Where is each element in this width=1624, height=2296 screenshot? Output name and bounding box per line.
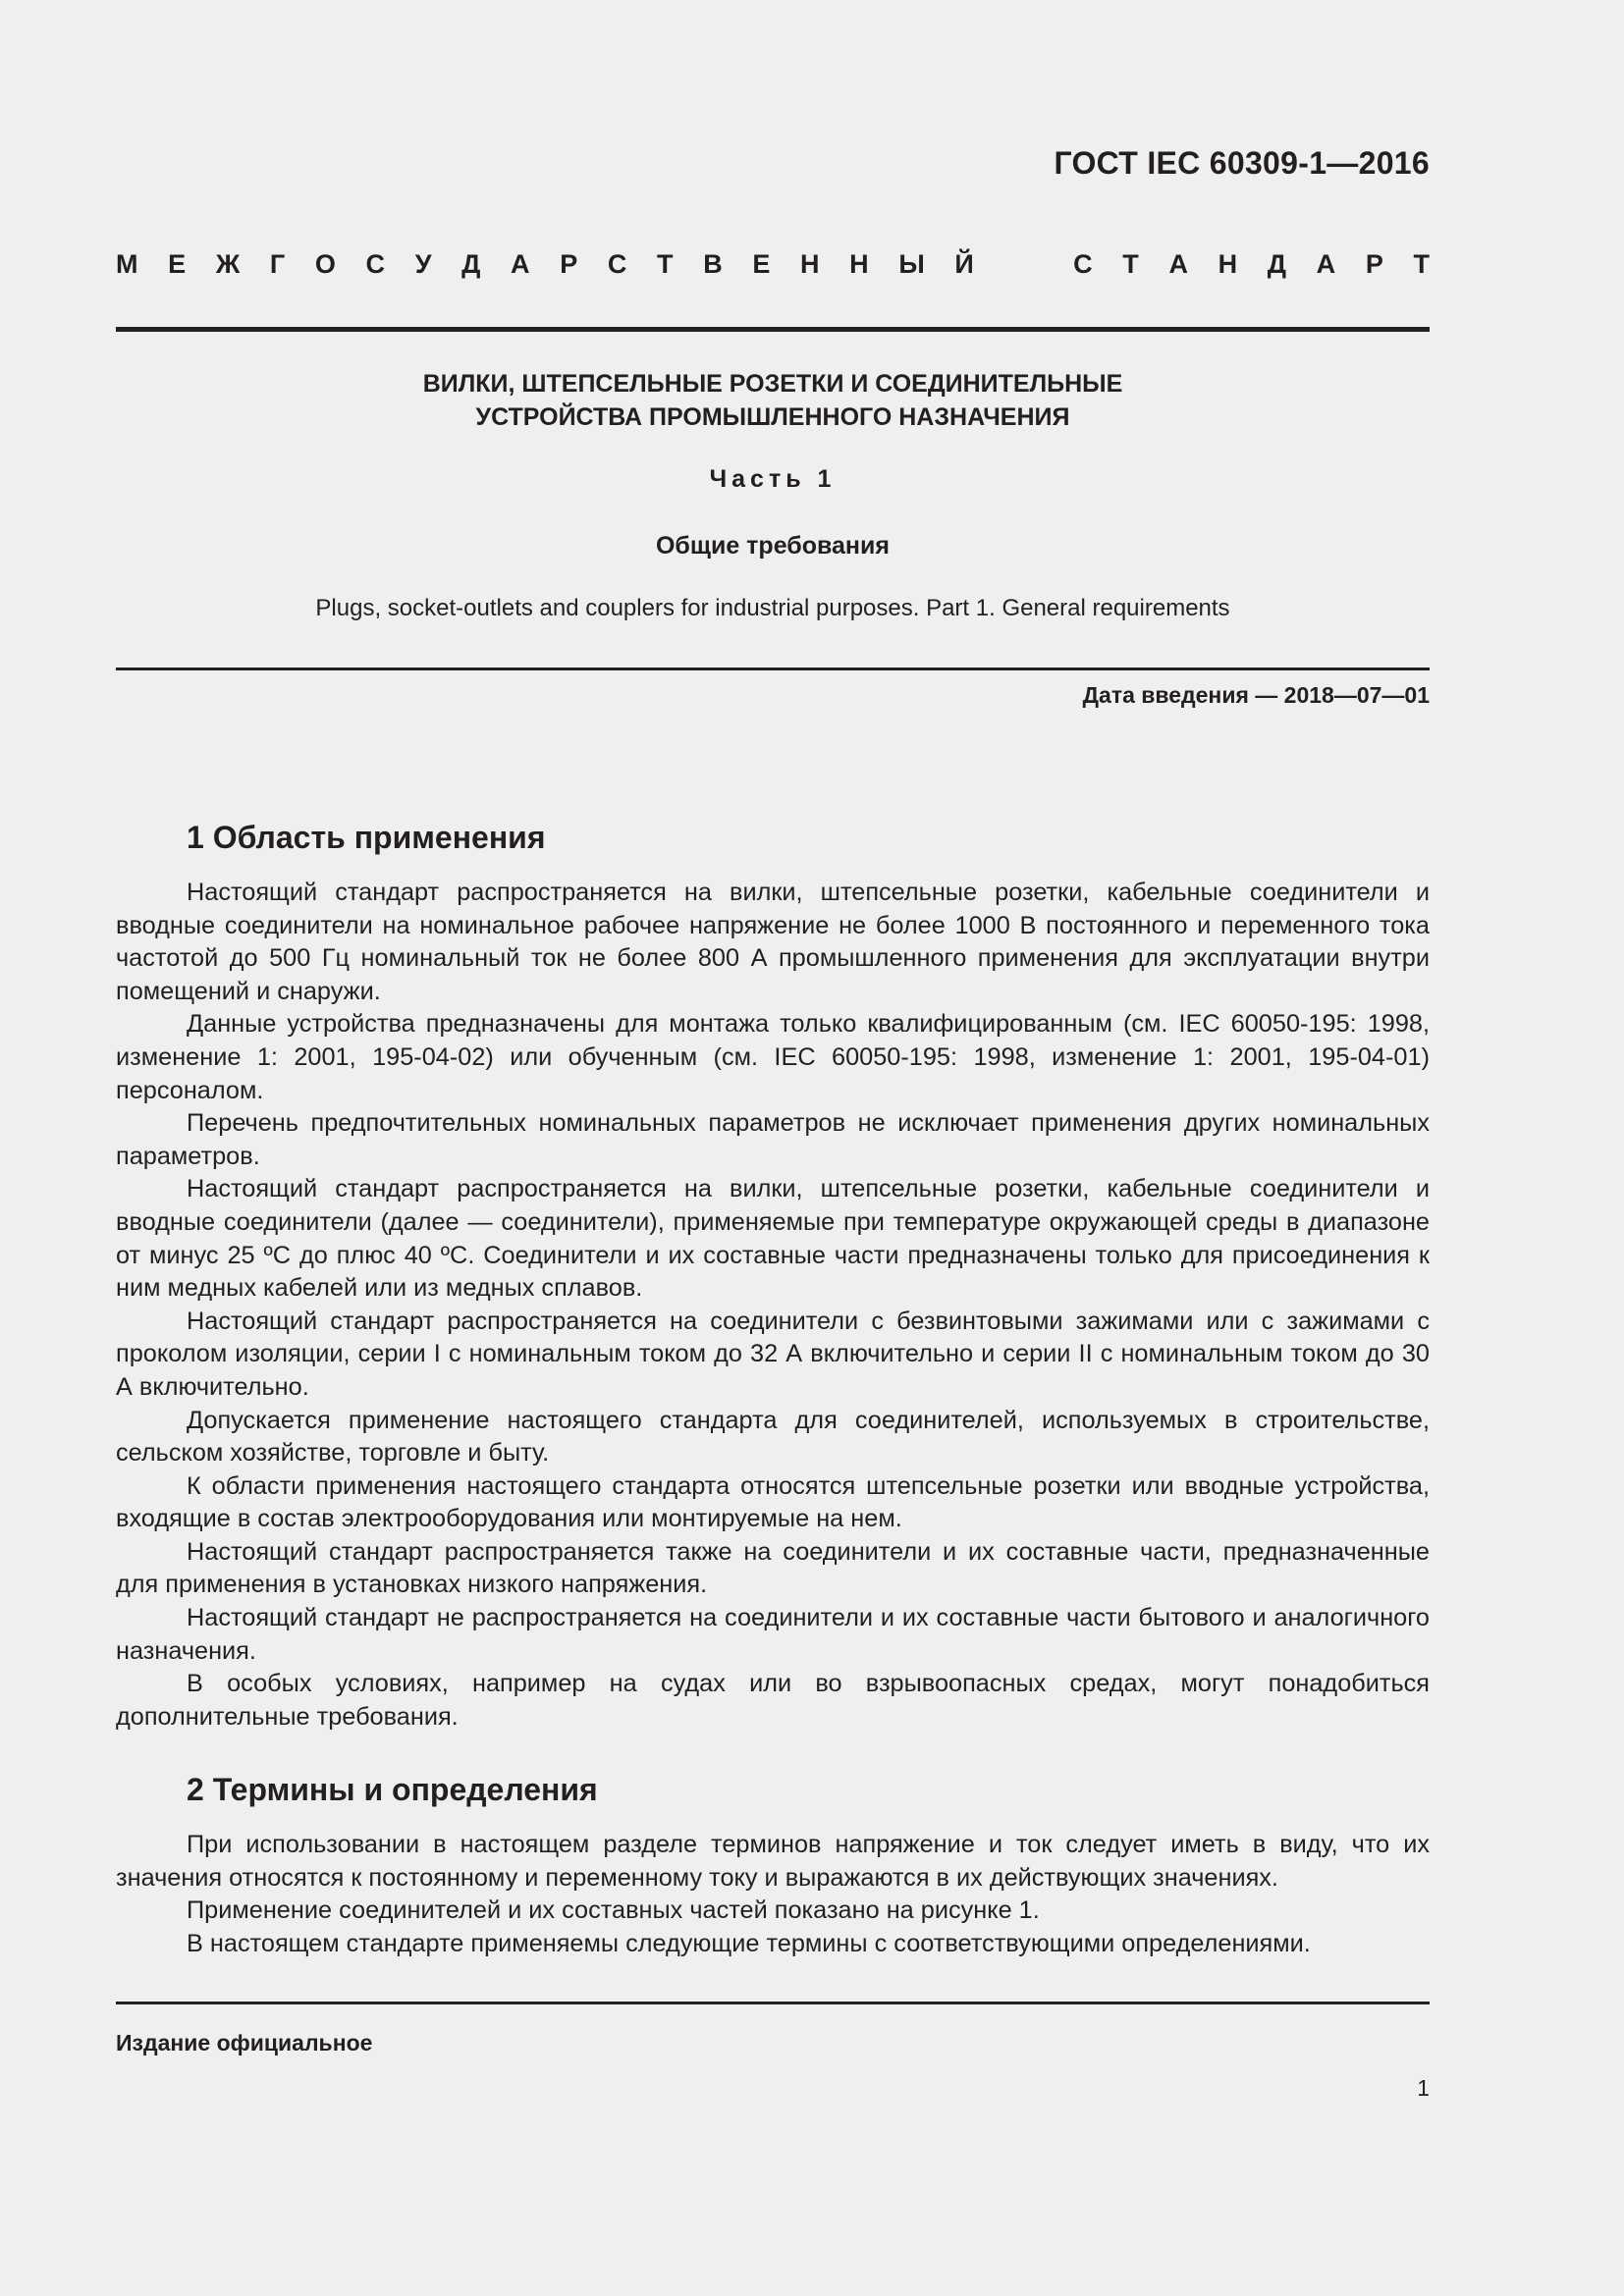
standard-type-letter: У (414, 249, 432, 279)
standard-type-letter: С (607, 249, 627, 279)
top-rule (116, 327, 1430, 332)
document-title (116, 367, 1430, 434)
standard-type-letter: А (1168, 249, 1188, 279)
paragraph: В особых условиях, например на судах или во взрывоопасных средах, могут понадобиться дополнительные требования. (116, 1670, 1430, 1731)
paragraph: Настоящий стандарт не распространяется на соединители и их составные части бытового и аналогичного назначения. (116, 1604, 1430, 1665)
standard-type-letter: Е (752, 249, 771, 279)
english-title: Plugs, socket-outlets and couplers for industrial purposes. Part 1. General requirements (315, 595, 1230, 621)
introduction-date: Дата введения — 2018—07—01 (1082, 682, 1430, 708)
standard-type-letter: С (1073, 249, 1093, 279)
paragraph: При использовании в настоящем разделе терминов напряжение и ток следует иметь в виду, что их значения относятся к постоянному и переменному току и выражаются в их действующих значениях. (116, 1831, 1430, 1892)
official-edition-label: Издание официальное (116, 2030, 373, 2056)
paragraph: В настоящем стандарте применяемы следующие термины с соответствующими определениями. (187, 1929, 1311, 1957)
standard-type-letter: А (1316, 249, 1336, 279)
page-number: 1 (1417, 2075, 1430, 2101)
standard-type-letter: Ж (215, 249, 241, 279)
standard-type-letter: М (116, 249, 138, 279)
paragraph: Настоящий стандарт распространяется на вилки, штепсельные розетки, кабельные соединители и вводные соединители (далее — соединители), применяемые при температуре окружающей среды в диапазоне от минус 25 ºС до плюс 40 ºС. Соединители и их составные части предназначены только для присоединения к ним медных кабелей или из медных сплавов. (116, 1175, 1430, 1303)
standard-type-letter: Д (1267, 249, 1287, 279)
standard-type-letter: Р (560, 249, 578, 279)
paragraph: Применение соединителей и их составных частей показано на рисунке 1. (187, 1896, 1040, 1925)
standard-type-letter: А (511, 249, 530, 279)
standard-type-letter: Н (849, 249, 869, 279)
section-2-heading: 2 Термины и определения (187, 1772, 598, 1807)
standard-type-letter: Й (954, 249, 974, 279)
standard-type-letter: Е (168, 249, 187, 279)
word-gap (1003, 249, 1043, 281)
title-line-2: УСТРОЙСТВА ПРОМЫШЛЕННОГО НАЗНАЧЕНИЯ (475, 403, 1070, 431)
section-1-heading: 1 Область применения (187, 820, 546, 855)
standard-type-letter: Т (1122, 249, 1139, 279)
standard-type-letter: Ы (898, 249, 925, 279)
paragraph: Настоящий стандарт распространяется также на соединители и их составные части, предназначенные для применения в установках низкого напряжения. (116, 1537, 1430, 1599)
standard-type-letter: О (314, 249, 336, 279)
document-code: ГОСТ IEC 60309-1—2016 (1054, 145, 1430, 181)
paragraph: Настоящий стандарт распространяется на вилки, штепсельные розетки, кабельные соединители и вводные соединители на номинальное рабочее напряжение не более 1000 В постоянного и переменного тока частотой до 500 Гц номинальный ток не более 800 А промышленного применения для эксплуатации внутри помещений и снаружи. (116, 879, 1430, 1005)
section-2-body (116, 1829, 1430, 1960)
standard-type-letter: Д (461, 249, 481, 279)
standard-type-letter: Т (1413, 249, 1430, 279)
standard-type-letter: Н (800, 249, 820, 279)
standard-type-letter: Н (1218, 249, 1238, 279)
part-label: Часть 1 (709, 465, 837, 493)
paragraph: К области применения настоящего стандарта относятся штепсельные розетки или вводные устройства, входящие в состав электрооборудования или монтируемые на нем. (116, 1471, 1430, 1533)
standard-type-letter: Р (1365, 249, 1383, 279)
section-1-body (116, 877, 1430, 1734)
paragraph: Данные устройства предназначены для монтажа только квалифицированным (см. IEC 60050-195: 1998, изменение 1: 2001, 195-04-02) или обученным (см. IEC 60050-195: 1998, изменение 1: 2001, 195-04-01) персоналом. (116, 1010, 1430, 1104)
footer-rule (116, 2002, 1430, 2004)
title-bottom-rule (116, 667, 1430, 670)
standard-type-letter: Г (269, 249, 286, 279)
document-subtitle: Общие требования (655, 532, 890, 560)
document-page (116, 0, 1430, 2296)
standard-type-heading (116, 249, 1430, 281)
title-line-1: ВИЛКИ, ШТЕПСЕЛЬНЫЕ РОЗЕТКИ И СОЕДИНИТЕЛЬНЫЕ (422, 370, 1123, 398)
standard-type-letter: Т (657, 249, 674, 279)
paragraph: Допускается применение настоящего стандарта для соединителей, используемых в строительстве, сельском хозяйстве, торговле и быту. (116, 1406, 1430, 1468)
standard-type-letter: В (703, 249, 723, 279)
standard-type-letter: С (365, 249, 386, 279)
paragraph: Перечень предпочтительных номинальных параметров не исключает применения других номинальных параметров. (116, 1109, 1430, 1170)
paragraph: Настоящий стандарт распространяется на соединители с безвинтовыми зажимами или с зажимами с проколом изоляции, серии I с номинальным током до 32 А включительно и серии II с номинальным током до 30 А включительно. (116, 1307, 1430, 1401)
